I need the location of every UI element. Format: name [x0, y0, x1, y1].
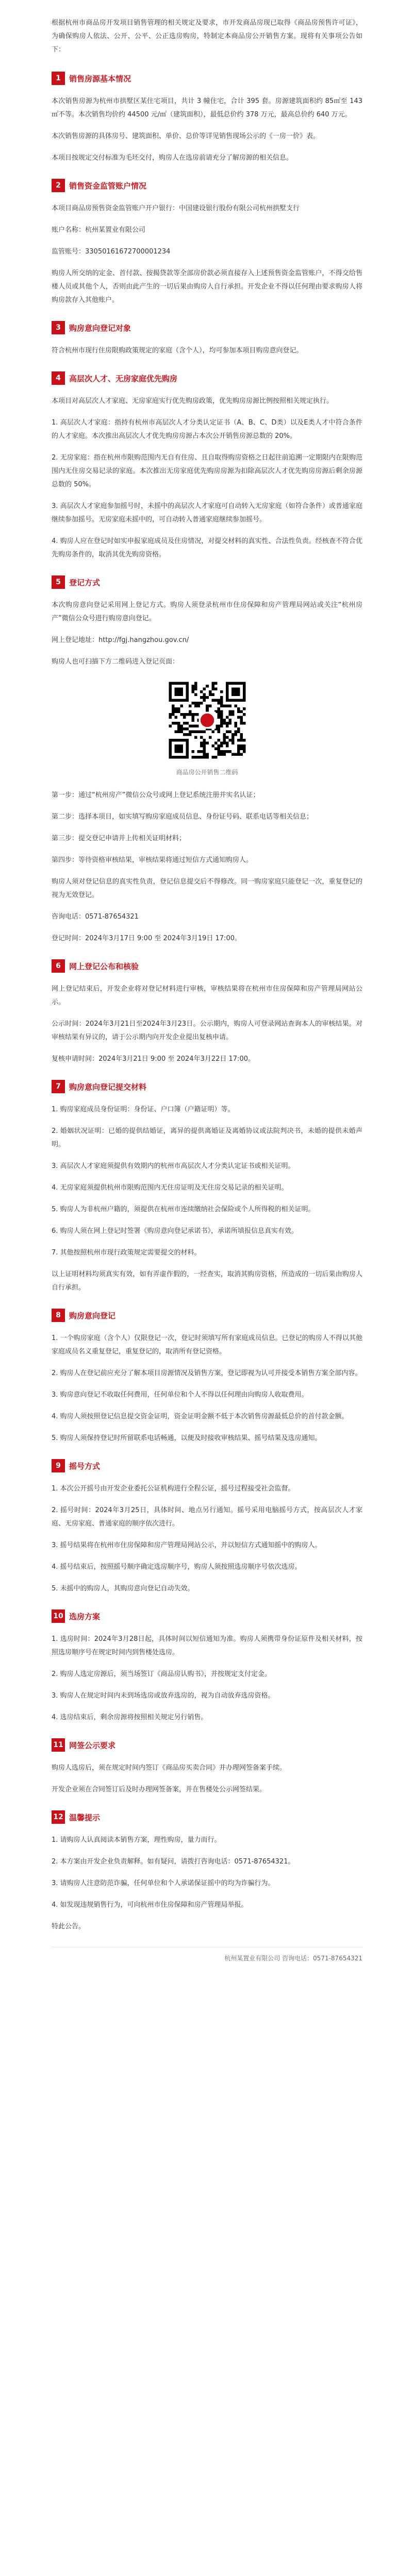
paragraph: 2. 婚姻状况证明：已婚的提供结婚证，离异的提供离婚证及离婚协议或法院判决书，未婚的提供未婚声明。 [52, 1127, 362, 1148]
paragraph: 复核申请时间：2024年3月21日 9:00 至 2024年3月22日 17:00。 [52, 1055, 255, 1063]
paragraph: 本次购房意向登记采用网上登记方式。购房人须登录杭州市住房保障和房产管理局网站或关注“杭州房产”微信公众号进行购房意向登记。 [52, 601, 362, 622]
sections-container [52, 71, 362, 1934]
qr-caption: 商品房公开销售二维码 [176, 769, 238, 776]
paragraph: 购房人选房后，须在规定时间内签订《商品房买卖合同》并办理网签备案手续。 [52, 1764, 287, 1772]
paragraph: 购房人也可扫描下方二维码进入登记页面： [52, 658, 179, 666]
section-8 [52, 1308, 362, 1445]
paragraph: 2. 无房家庭：指在杭州市限购范围内无自有住房、且自取得购房资格之日起往前追溯一定期限内在限购范围内无住房交易记录的家庭。本次推出无房家庭优先购房房源为扣除高层次人才优先购房房源后剩余房源总数的 50%。 [52, 454, 362, 488]
qr-code-block [52, 679, 362, 776]
section-title: 高层次人才、无房家庭优先购房 [69, 374, 178, 383]
paragraph: 特此公告。 [52, 1923, 86, 1930]
section-title: 登记方式 [69, 578, 101, 587]
section-title: 购房意向登记提交材料 [69, 1082, 147, 1092]
paragraph: 第二步：选择本项目，如实填写购房家庭成员信息、身份证号码、联系电话等相关信息； [52, 813, 313, 821]
section-11 [52, 1738, 362, 1797]
paragraph: 2. 购房人在登记前应充分了解本项目房源情况及销售方案，登记即视为认可并接受本销售方案全部内容。 [52, 1369, 362, 1377]
section-heading [52, 1308, 362, 1323]
paragraph: 第三步：提交登记申请并上传相关证明材料； [52, 835, 186, 842]
paragraph: 4. 摇号结束后，按照摇号顺序确定选房顺序号，购房人须按照选房顺序号依次选房。 [52, 1563, 302, 1571]
section-number-badge: 3 [52, 321, 65, 334]
paragraph: 5. 购房人为非杭州户籍的，须提供在杭州市连续缴纳社会保险或个人所得税的相关证明。 [52, 1206, 315, 1213]
section-9 [52, 1459, 362, 1596]
paragraph: 3. 请购房人注意防范诈骗，任何单位和个人承诺保证摇中的均为诈骗行为。 [52, 1879, 275, 1887]
paragraph: 1. 一个购房家庭（含个人）仅限登记一次，登记时须填写所有家庭成员信息。已登记的购房人不得以其他家庭成员名义重复登记，重复登记的，取消所有登记资格。 [52, 1334, 362, 1355]
section-title: 销售房源基本情况 [69, 74, 131, 83]
paragraph: 登记时间：2024年3月17日 9:00 至 2024年3月19日 17:00。 [52, 935, 241, 942]
section-10 [52, 1609, 362, 1724]
paragraph: 本项目商品房预售资金监管账户开户银行：中国建设银行股份有限公司杭州拱墅支行 [52, 205, 300, 212]
paragraph: 购房人须对登记信息的真实性负责，登记信息提交后不得修改。同一购房家庭只能登记一次，重复登记的视为无效登记。 [52, 878, 362, 899]
section-heading [52, 71, 362, 86]
paragraph: 5. 未摇中的购房人，其购房意向登记自动失效。 [52, 1585, 194, 1592]
paragraph: 第一步：通过“杭州房产”微信公众号或网上登记系统注册并实名认证； [52, 791, 260, 799]
section-number-badge: 9 [52, 1459, 65, 1472]
paragraph: 第四步：等待资格审核结果，审核结果将通过短信方式通知购房人。 [52, 856, 253, 864]
paragraph: 2. 购房人选定房源后，须当场签订《商品房认购书》，并按规定支付定金。 [52, 1670, 272, 1678]
paragraph: 4. 无房家庭须提供杭州市限购范围内无住房证明及无住房交易记录的相关证明。 [52, 1184, 288, 1192]
section-heading [52, 1459, 362, 1473]
section-title: 网签公示要求 [69, 1740, 116, 1750]
section-title: 温馨提示 [69, 1812, 101, 1822]
section-number-badge: 5 [52, 575, 65, 589]
section-number-badge: 10 [52, 1609, 65, 1623]
section-heading [52, 371, 362, 385]
section-5 [52, 575, 362, 945]
section-1 [52, 71, 362, 165]
section-number-badge: 1 [52, 72, 65, 85]
section-title: 摇号方式 [69, 1461, 101, 1471]
paragraph: 1. 请购房人认真阅读本销售方案，理性购房，量力而行。 [52, 1836, 221, 1844]
section-title: 购房意向登记 [69, 1311, 116, 1320]
paragraph: 以上证明材料均须真实有效，如有弄虚作假的，一经查实，取消其购房资格，所造成的一切后果由购房人自行承担。 [52, 1270, 362, 1292]
section-number-badge: 7 [52, 1080, 65, 1093]
qr-code-icon[interactable] [166, 679, 249, 761]
paragraph: 监管账号：33050161672700001234 [52, 248, 171, 256]
paragraph: 本项目对高层次人才家庭、无房家庭实行优先购房政策，优先购房房源比例按照相关规定执行。 [52, 397, 334, 405]
paragraph: 购房人所交纳的定金、首付款、按揭贷款等全部房价款必须直接存入上述预售资金监管账户，不得交给售楼人员或其他个人，否则由此产生的一切后果由购房人自行承担。开发企业不得以任何理由要求购房人将购房款存入其他账户。 [52, 269, 362, 304]
section-heading [52, 1738, 362, 1752]
section-heading [52, 575, 362, 589]
paragraph: 3. 购房人在规定时间内未到场选房或放弃选房的，视为自动放弃选房资格。 [52, 1692, 275, 1700]
paragraph: 3. 摇号结果将在杭州市住房保障和房产管理局网站公示，并以短信方式通知摇中的购房人。 [52, 1541, 322, 1549]
paragraph: 3. 高层次人才家庭须提供有效期内的杭州市高层次人才分类认定证书或相关证明。 [52, 1162, 295, 1170]
paragraph: 5. 购房人须保持登记时所留联系电话畅通，以便及时接收审核结果、摇号结果及选房通知。 [52, 1434, 322, 1442]
section-heading [52, 320, 362, 335]
section-number-badge: 12 [52, 1810, 65, 1824]
paragraph: 6. 购房人须在网上登记时签署《购房意向登记承诺书》，承诺所填报信息真实有效。 [52, 1227, 299, 1235]
section-heading [52, 1079, 362, 1094]
paragraph: 2. 本方案由开发企业负责解释。如有疑问，请拨打咨询电话：0571-87654321。 [52, 1858, 295, 1866]
section-heading [52, 178, 362, 193]
footer: 杭州某置业有限公司 咨询电话：0571-87654321 [52, 1947, 362, 1962]
paragraph: 3. 购房意向登记不收取任何费用，任何单位和个人不得以任何理由向购房人收取费用。 [52, 1391, 308, 1399]
section-6 [52, 959, 362, 1066]
paragraph: 咨询电话：0571-87654321 [52, 913, 139, 921]
section-number-badge: 4 [52, 371, 65, 385]
section-title: 网上登记公布和核验 [69, 961, 139, 971]
section-3 [52, 320, 362, 358]
paragraph: 公示时间：2024年3月21日至2024年3月23日。公示期内，购房人可登录网站查询本人的审核结果。对审核结果有异议的，请于公示期内向开发企业提出复核申请。 [52, 1020, 362, 1041]
section-number-badge: 11 [52, 1738, 65, 1752]
section-number-badge: 6 [52, 959, 65, 973]
section-heading [52, 1810, 362, 1824]
intro-paragraph: 根据杭州市商品房开发项目销售管理的相关规定及要求，市开发商品房现已取得《商品房预售许可证》，为确保购房人依法、公开、公平、公正选房购房，特制定本商品房公开销售方案。现将有关事项公告如下： [52, 19, 362, 54]
section-2 [52, 178, 362, 307]
section-title: 购房意向登记对象 [69, 323, 131, 333]
section-number-badge: 2 [52, 179, 65, 192]
section-7 [52, 1079, 362, 1295]
paragraph: 7. 其他按照杭州市现行政策规定需要提交的材料。 [52, 1249, 201, 1257]
section-title: 销售资金监管账户情况 [69, 181, 147, 191]
paragraph: 本次销售房源的具体房号、建筑面积、单价、总价等详见销售现场公示的《一房一价》表。 [52, 132, 320, 140]
section-heading [52, 1609, 362, 1623]
paragraph: 4. 如发现违规销售行为，可向杭州市住房保障和房产管理局举报。 [52, 1901, 248, 1909]
paragraph: 网上登记地址：http://fgj.hangzhou.gov.cn/ [52, 636, 189, 644]
paragraph: 4. 购房人须按照登记信息提交资金证明，资金证明金额不低于本次销售房源最低总价的首付款金额。 [52, 1413, 349, 1420]
paragraph: 1. 本次公开摇号由开发企业委托公证机构进行全程公证，摇号过程接受社会监督。 [52, 1485, 295, 1493]
section-number-badge: 8 [52, 1309, 65, 1322]
paragraph: 4. 选房结束后，剩余房源将按照相关规定另行销售。 [52, 1714, 208, 1721]
paragraph: 网上登记结束后，开发企业将对登记材料进行审核，审核结果将在杭州市住房保障和房产管理局网站公示。 [52, 985, 362, 1006]
section-title: 选房方案 [69, 1612, 101, 1621]
section-heading [52, 959, 362, 973]
paragraph: 本项目按规定交付标准为毛坯交付，购房人在选房前请充分了解房源的相关信息。 [52, 154, 293, 162]
paragraph: 本次销售房源为杭州市拱墅区某住宅项目，共计 3 幢住宅，合计 395 套。房源建筑面积约 85㎡至 143㎡不等。本次销售均价约 44500 元/㎡（建筑面积），最低总价约 378 万元，最高总价约 640 万元。 [52, 97, 362, 118]
paragraph: 1. 高层次人才家庭：指持有杭州市高层次人才分类认定证书（A、B、C、D类）以及E类人才中符合条件的人才家庭。本次推出高层次人才优先购房房源占本次公开销售房源总数的 20%。 [52, 419, 362, 440]
paragraph: 开发企业须在合同签订后及时办理网签备案，并在售楼处公示网签结果。 [52, 1786, 267, 1793]
paragraph: 符合杭州市现行住房限购政策规定的家庭（含个人），均可参加本项目购房意向登记。 [52, 347, 303, 354]
paragraph: 1. 选房时间：2024年3月28日起，具体时间以短信通知为准。购房人须携带身份证原件及相关材料，按照选房顺序号在规定时间内到售楼处选房。 [52, 1635, 362, 1656]
paragraph: 2. 摇号时间：2024年3月25日，具体时间、地点另行通知。摇号采用电脑摇号方式，按高层次人才家庭、无房家庭、普通家庭的顺序依次进行。 [52, 1506, 362, 1528]
paragraph: 账户名称：杭州某置业有限公司 [52, 226, 146, 234]
paragraph: 1. 购房家庭成员身份证明：身份证、户口簿（户籍证明）等。 [52, 1106, 235, 1113]
section-4 [52, 371, 362, 562]
paragraph: 4. 购房人应在登记时如实申报家庭成员及住房情况，对提交材料的真实性、合法性负责。经核查不符合优先购房条件的，取消其优先购房资格。 [52, 537, 362, 558]
paragraph: 3. 高层次人才家庭参加摇号时，未摇中的高层次人才家庭可自动转入无房家庭（如符合条件）或普通家庭继续参加摇号。无房家庭未摇中的，可自动转入普通家庭继续参加摇号。 [52, 502, 362, 523]
section-12 [52, 1810, 362, 1934]
